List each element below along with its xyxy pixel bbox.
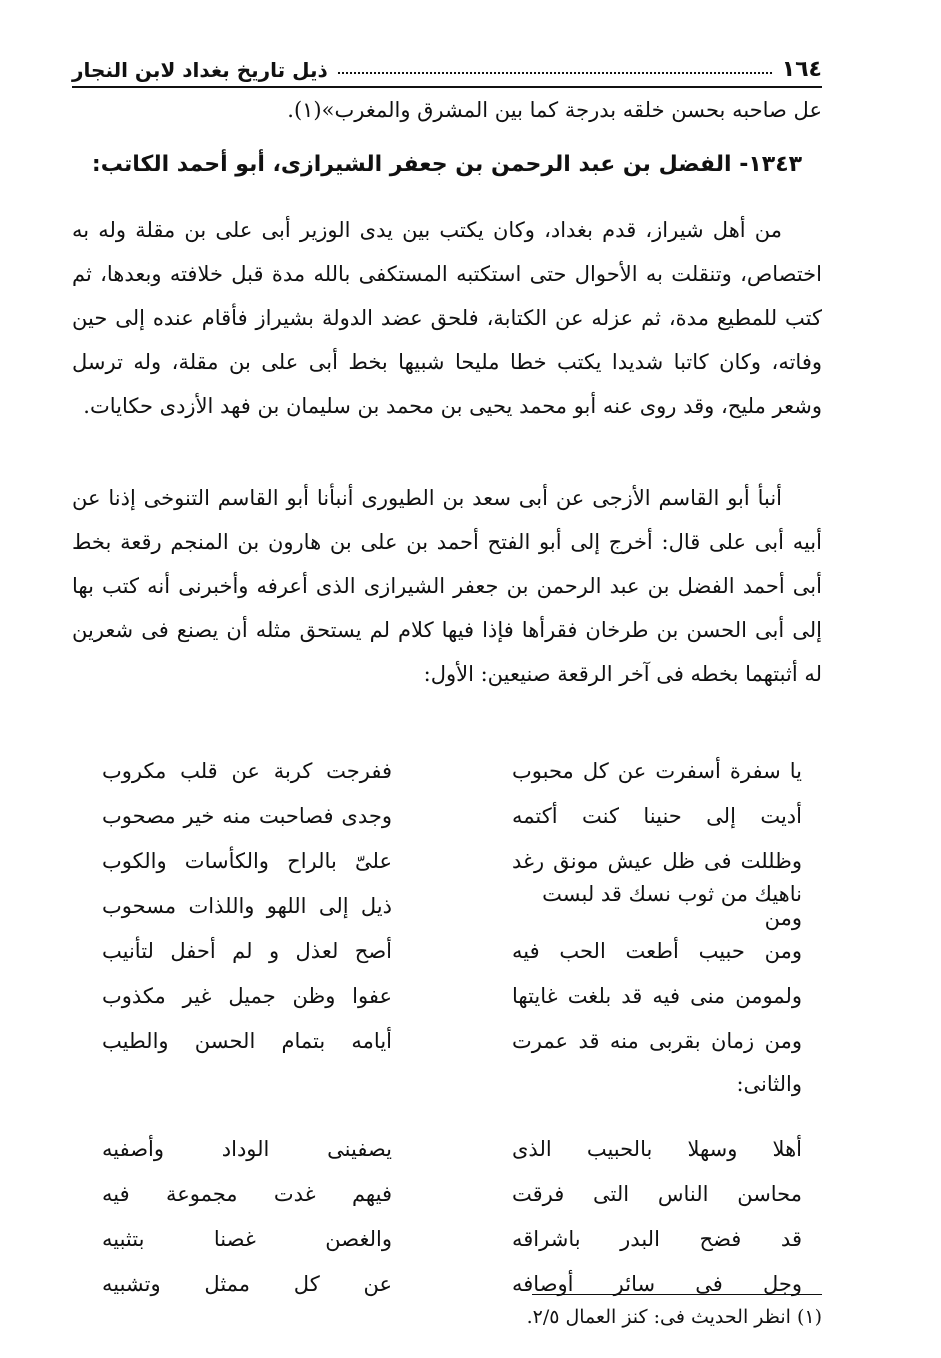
book-page	[72, 38, 822, 1338]
second-hemistich: والغصن غصنا بتثبيه	[102, 1226, 392, 1251]
footnote-divider	[532, 1294, 822, 1295]
second-hemistich: فيهم غدت مجموعة فيه	[102, 1181, 392, 1206]
first-hemistich: محاسن الناس التى فرقت	[512, 1181, 802, 1206]
header-dots	[338, 72, 772, 74]
second-poem	[102, 1126, 802, 1306]
second-poem-label: والثانى:	[736, 1072, 802, 1096]
verse	[102, 928, 802, 973]
entry-title: ١٣٤٣- الفضل بن عبد الرحمن بن جعفر الشيرازى، أبو أحمد الكاتب:	[91, 152, 803, 177]
first-hemistich: ولمومن منى فيه قد بلغت غايتها	[512, 983, 802, 1008]
second-hemistich: وجدى فصاحبت منه خير مصحوب	[102, 803, 392, 828]
verse	[102, 973, 802, 1018]
book-title: ذيل تاريخ بغداد لابن النجار	[72, 58, 328, 82]
verse	[102, 793, 802, 838]
verse	[102, 1216, 802, 1261]
first-poem	[102, 748, 802, 1063]
verse	[102, 748, 802, 793]
page-header	[72, 46, 822, 88]
first-hemistich: وظللت فى ظل عيش مونق رغد	[512, 848, 802, 873]
second-hemistich: أيامه بتمام الحسن والطيب	[102, 1028, 392, 1053]
second-hemistich: علىّ بالراح والكأسات والكوب	[102, 848, 392, 873]
footnote: (١) انظر الحديث فى: كنز العمال ٢/٥.	[526, 1306, 822, 1328]
page-number: ١٦٤	[781, 57, 822, 82]
second-hemistich: ففرجت كربة عن قلب مكروب	[102, 758, 392, 783]
second-hemistich: يصفينى الوداد وأصفيه	[102, 1136, 392, 1161]
first-hemistich: قد فضح البدر باشراقه	[512, 1226, 802, 1251]
first-hemistich: وجل فى سائر أوصافه	[512, 1271, 802, 1296]
verse	[102, 1261, 802, 1306]
narration-paragraph: أنبأ أبو القاسم الأزجى عن أبى سعد بن الطيورى أنبأنا أبو القاسم التنوخى إذنا عن أبيه أبى على قال: أخرج إلى أبو الفتح أحمد بن على بن هارون بن المنجم رقعة بخط أبى أحمد الفضل بن عبد الرحمن بن جعفر الشيرازى الذى أعرفه وأخبرنى أنه كتب بها إلى أبى الحسن بن طرخان فقرأها فإذا فيها كلام لم يستحق مثله أن يصنع فى شعرين له أثبتهما بخطه فى آخر الرقعة صنيعين: الأول:	[72, 486, 822, 686]
continuation-line: عل صاحبه بحسن خلقه بدرجة كما بين المشرق والمغرب»(١).	[287, 98, 822, 122]
verse	[102, 883, 802, 928]
verse	[102, 1126, 802, 1171]
first-hemistich: ناهيك من ثوب نسك قد لبست ومن	[542, 881, 802, 930]
second-hemistich: عن كل ممثل وتشبيه	[102, 1271, 392, 1296]
second-hemistich: أصح لعذل و لم أحفل لتأنيب	[102, 938, 392, 963]
second-hemistich: عفوا وظن جميل غير مكذوب	[102, 983, 392, 1008]
first-hemistich: أديت إلى حنينا كنت أكتمه	[512, 803, 802, 828]
first-hemistich: ومن حبيب أطعت الحب فيه	[512, 938, 802, 963]
biography-paragraph: من أهل شيراز، قدم بغداد، وكان يكتب بين يدى الوزير أبى على بن مقلة وله به اختصاص، وتنقلت به الأحوال حتى استكتبه المستكفى بالله مدة قبل خلافته وبعدها، ثم كتب للمطيع مدة، ثم عزله عن الكتابة، فلحق عضد الدولة بشيراز فأقام عنده إلى حين وفاته، وكان كاتبا شديدا يكتب خطا مليحا شبيها بخط أبى على بن مقلة، وله ترسل وشعر مليح، وقد روى عنه أبو محمد يحيى بن محمد بن سليمان بن فهد الأزدى حكايات.	[72, 218, 822, 418]
first-hemistich: أهلا وسهلا بالحبيب الذى	[512, 1136, 802, 1161]
second-hemistich: ذيل إلى اللهو واللذات مسحوب	[102, 893, 392, 918]
first-hemistich: يا سفرة أسفرت عن كل محبوب	[512, 758, 802, 783]
first-hemistich: ومن زمان بقربى منه قد عمرت	[512, 1028, 802, 1053]
verse	[102, 1171, 802, 1216]
verse	[102, 838, 802, 883]
verse	[102, 1018, 802, 1063]
